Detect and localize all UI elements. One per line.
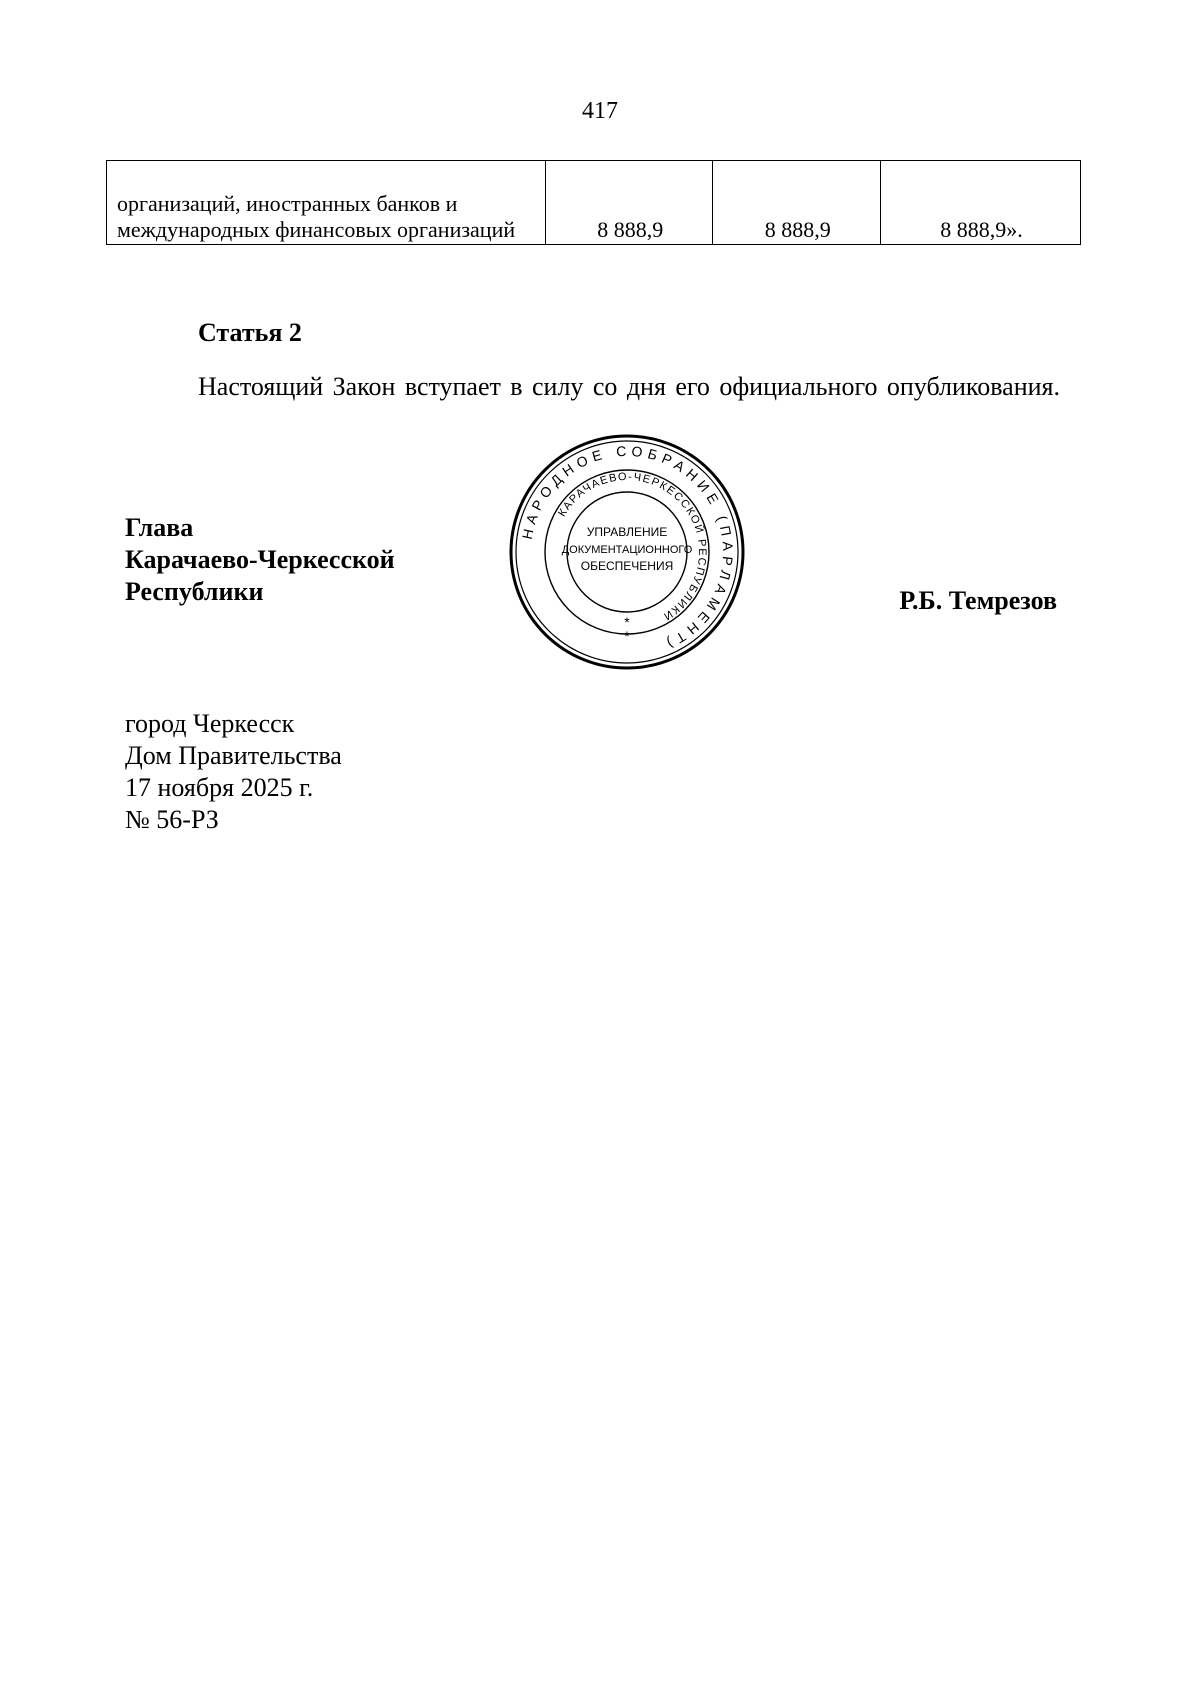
official-seal-icon (507, 432, 747, 672)
table-cell-value: 8 888,9 (713, 161, 880, 245)
seal-ring-text: КАРАЧАЕВО-ЧЕРКЕССКОЙ РЕСПУБЛИКИ (556, 470, 709, 623)
table-cell-value: 8 888,9». (880, 161, 1080, 245)
signatory-position (125, 512, 395, 608)
table-row (107, 161, 1081, 245)
article-text (125, 366, 1060, 408)
star-icon: * (624, 628, 630, 644)
footer-city: город Черкесск (125, 709, 295, 738)
page-number: 417 (582, 98, 618, 124)
position-line: Глава (125, 513, 194, 542)
footer-number: № 56-РЗ (125, 805, 219, 834)
position-line: Карачаево-Черкесской (125, 545, 395, 574)
star-icon: * (624, 614, 630, 630)
document-footer (125, 708, 342, 836)
footer-date: 17 ноября 2025 г. (125, 773, 314, 802)
table-cell-value: 8 888,9 (546, 161, 713, 245)
position-line: Республики (125, 577, 264, 606)
seal-center-line: ДОКУМЕНТАЦИОННОГО (561, 544, 693, 556)
seal-center-line: УПРАВЛЕНИЕ (586, 525, 668, 539)
table-cell-description: организаций, иностранных банков и международных финансовых организаций (107, 161, 546, 245)
budget-table (106, 160, 1081, 245)
footer-building: Дом Правительства (125, 741, 342, 770)
seal-outer-text: НАРОДНОЕ СОБРАНИЕ (ПАРЛАМЕНТ) (518, 442, 737, 654)
signatory-name: Р.Б. Темрезов (899, 586, 1057, 615)
article-title: Статья 2 (198, 318, 302, 347)
article-paragraph: Настоящий Закон вступает в силу со дня его официального опубликования. (198, 372, 1060, 401)
seal-center-line: ОБЕСПЕЧЕНИЯ (580, 559, 674, 573)
